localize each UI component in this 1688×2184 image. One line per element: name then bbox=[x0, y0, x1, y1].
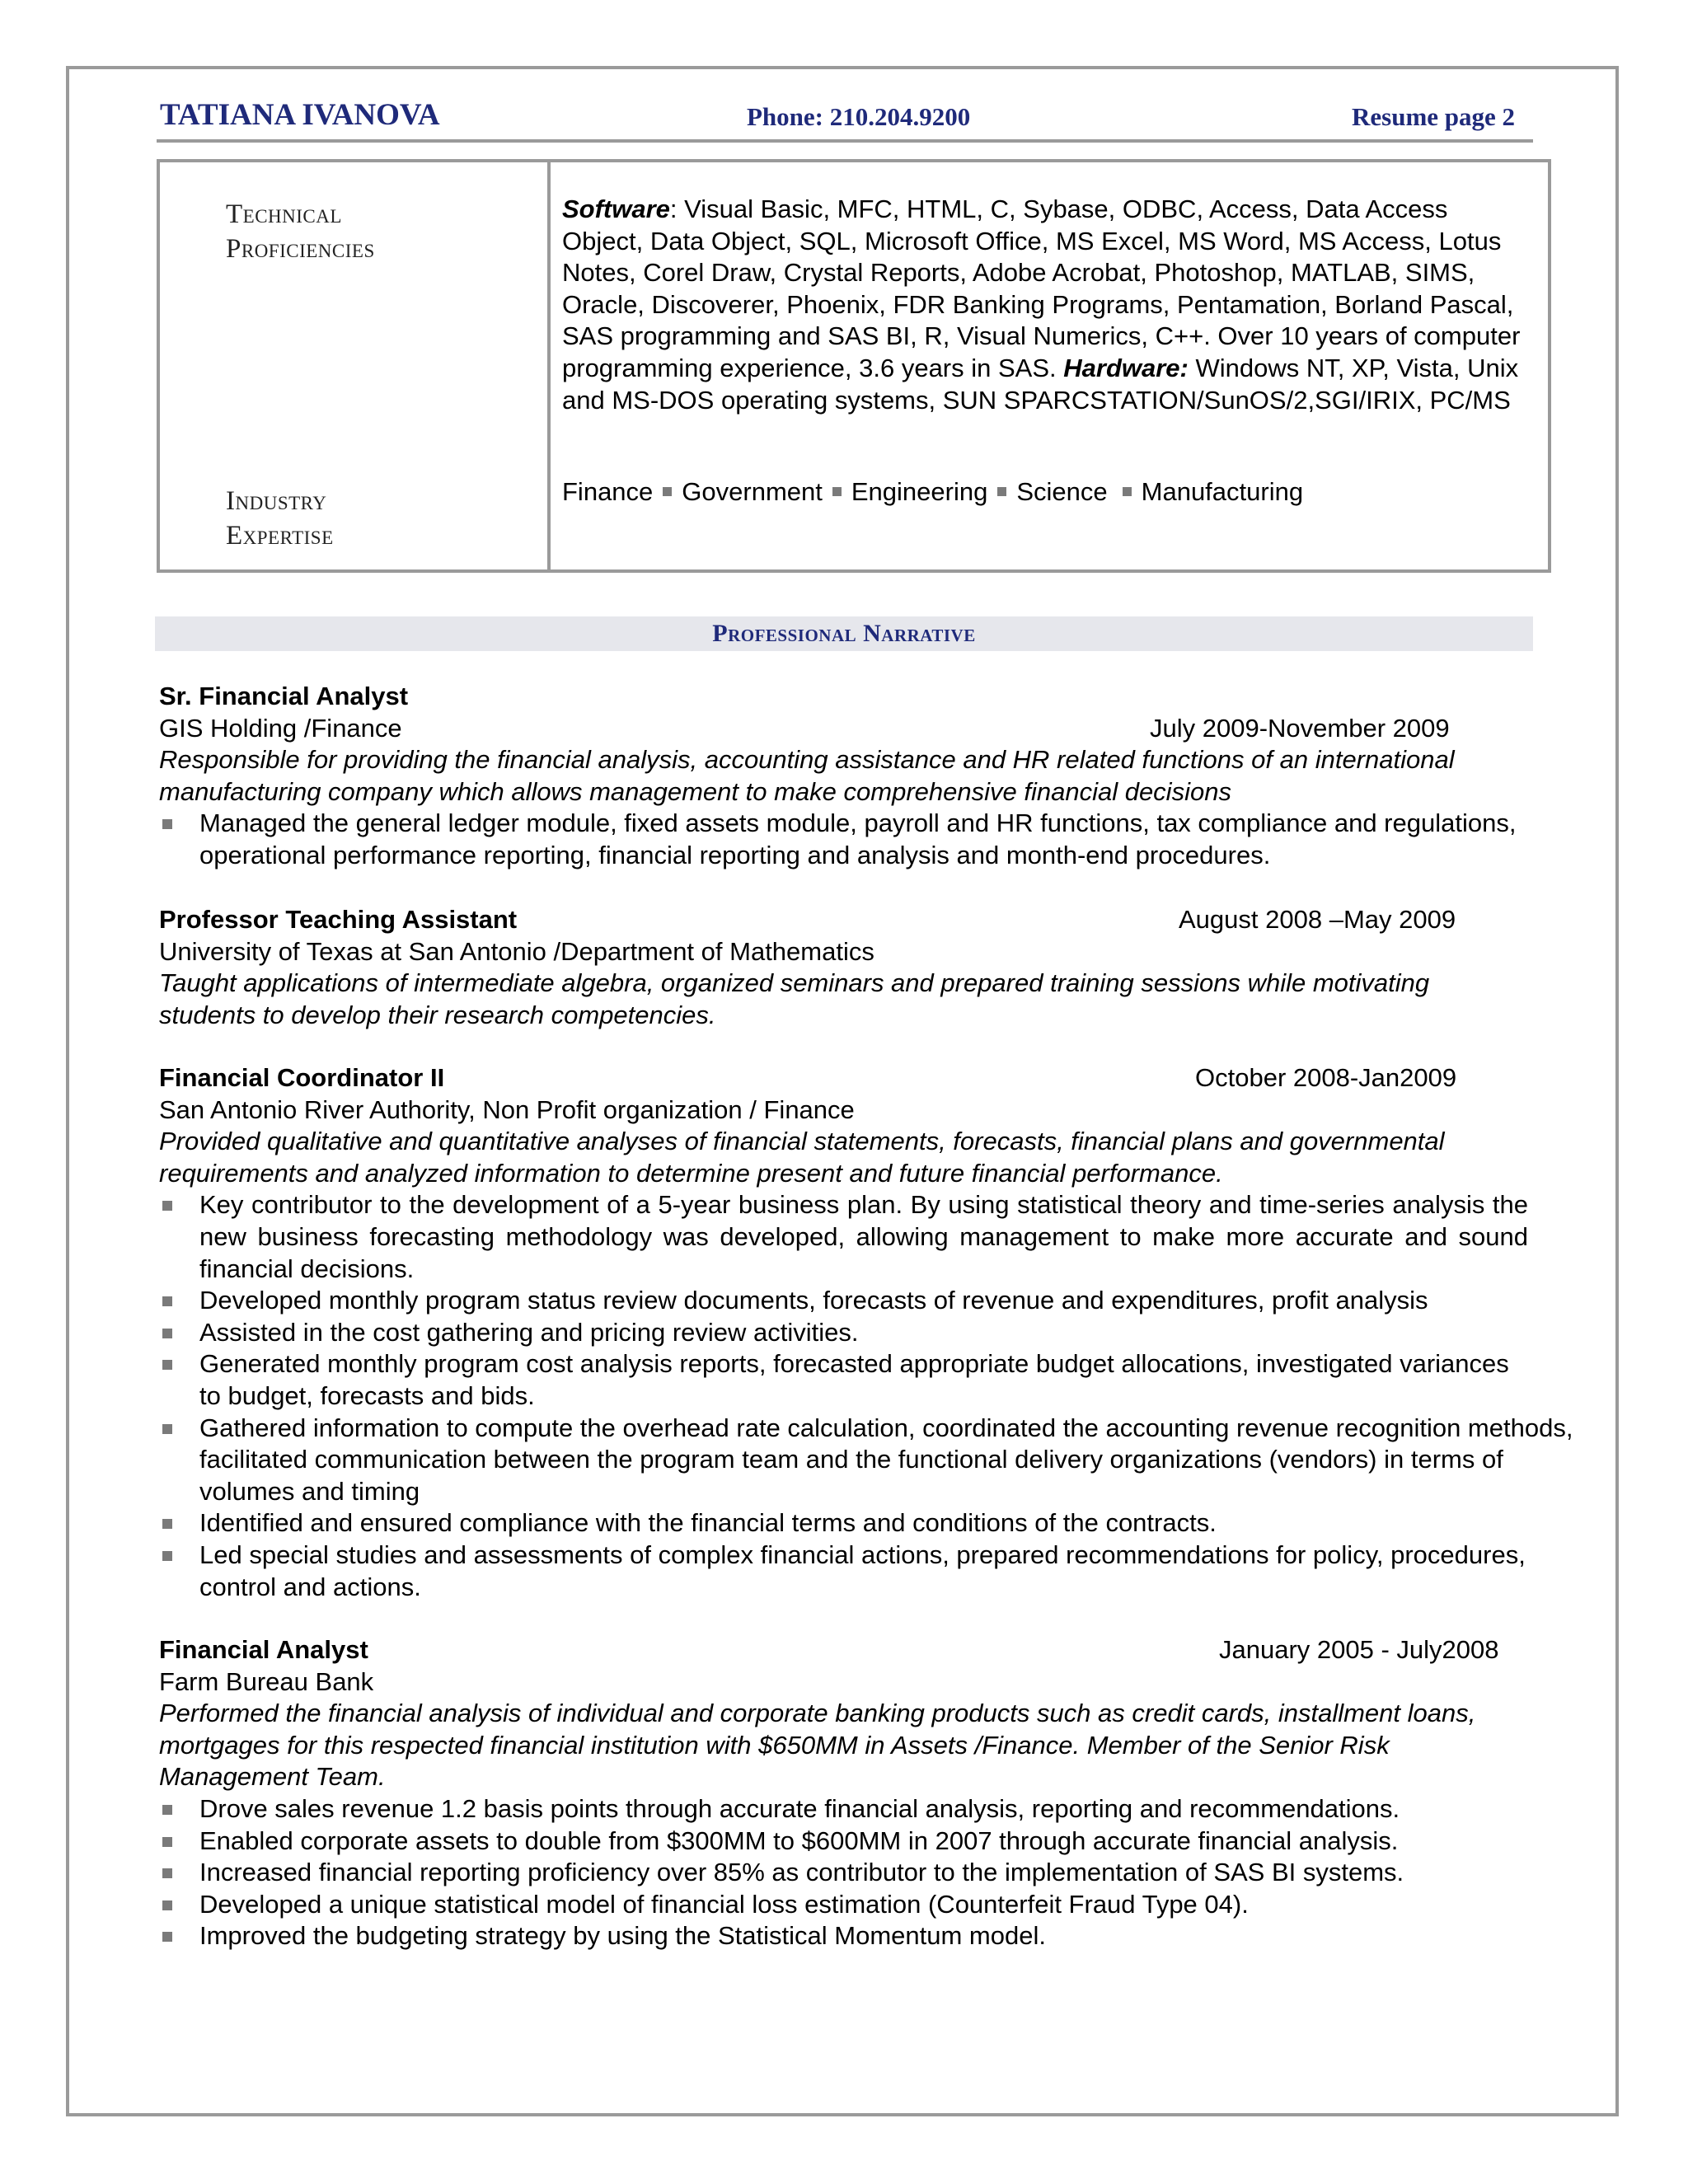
bullet-text: Drove sales revenue 1.2 basis points through accurate financial analysis, reporting and recommendations. bbox=[199, 1793, 1400, 1823]
square-bullet-icon bbox=[997, 487, 1006, 496]
job-dates: August 2008 –May 2009 bbox=[1179, 905, 1456, 934]
phone-number: Phone: 210.204.9200 bbox=[747, 102, 971, 131]
bullet-text: Key contributor to the development of a 5-year business plan. By using statistical theory and time-series analysis the new business forecasting methodology was developed, allowing management to make more accurate and sound financial decisions. bbox=[199, 1190, 1528, 1283]
technical-label-line2: Proficiencies bbox=[226, 234, 375, 264]
job-org: University of Texas at San Antonio /Department of Mathematics bbox=[159, 936, 874, 966]
bullet-text: Gathered information to compute the overhead rate calculation, coordinated the accounting revenue recognition methods, facilitated communication between the program team and the functional delivery organizations (vendors) in terms of volumes and timing bbox=[199, 1413, 1573, 1506]
skills-divider bbox=[547, 162, 551, 569]
hardware-text: Windows NT, XP, Vista, Unix and MS-DOS operating systems, SUN SPARCSTATION/SunOS/2,SGI/IRIX, PC/MS bbox=[562, 353, 1519, 415]
square-bullet-icon bbox=[162, 1296, 172, 1306]
skills-box bbox=[157, 159, 1551, 573]
square-bullet-icon bbox=[162, 819, 172, 829]
candidate-name: TATIANA IVANOVA bbox=[160, 98, 440, 132]
square-bullet-icon bbox=[162, 1868, 172, 1878]
job-description: Responsible for providing the financial analysis, accounting assistance and HR related functions of an international manufacturing company which allows management to make comprehensive financial decisions bbox=[159, 745, 1455, 806]
job-title: Financial Coordinator II bbox=[159, 1063, 445, 1092]
job-bullets bbox=[159, 1793, 1560, 1952]
list-item bbox=[159, 1825, 1560, 1858]
job-entry bbox=[159, 1062, 1573, 1603]
industry-item: Science bbox=[1016, 477, 1108, 506]
bullet-text: Managed the general ledger module, fixed assets module, payroll and HR functions, tax compliance and regulations, operational performance reporting, financial reporting and analysis and month-end procedures. bbox=[199, 808, 1517, 869]
job-org: Farm Bureau Bank bbox=[159, 1666, 374, 1696]
list-item bbox=[159, 1857, 1560, 1889]
list-item bbox=[159, 808, 1519, 871]
list-item bbox=[159, 1285, 1560, 1317]
list-item bbox=[159, 1540, 1528, 1603]
bullet-text: Improved the budgeting strategy by using the Statistical Momentum model. bbox=[199, 1921, 1046, 1951]
software-text: : Visual Basic, MFC, HTML, C, Sybase, ODBC, Access, Data Access Object, Data Object, SQL, Microsoft Office, MS Excel, MS Word, MS Access, Lotus Notes, Corel Draw, Crystal Reports, Adobe Acrobat, Photoshop, MATLAB, SIMS, Oracle, Discoverer, Phoenix, FDR Banking Programs, Pentamation, Borland Pascal, SAS programming and SAS BI, R, Visual Numerics, C++. Over 10 years of computer programming experience, 3.6 years in SAS. bbox=[562, 194, 1521, 382]
industry-list bbox=[562, 477, 1303, 507]
section-heading: Professional Narrative bbox=[712, 620, 976, 647]
job-entry bbox=[159, 681, 1560, 872]
square-bullet-icon bbox=[162, 1329, 172, 1338]
job-title: Sr. Financial Analyst bbox=[159, 682, 409, 710]
square-bullet-icon bbox=[663, 487, 672, 496]
bullet-text: Led special studies and assessments of complex financial actions, prepared recommendations for policy, procedures, control and actions. bbox=[199, 1540, 1526, 1601]
job-dates: October 2008-Jan2009 bbox=[1195, 1063, 1457, 1092]
list-item bbox=[159, 1793, 1560, 1825]
job-title: Financial Analyst bbox=[159, 1635, 368, 1664]
job-dates: July 2009-November 2009 bbox=[1150, 713, 1450, 743]
industry-label bbox=[226, 484, 334, 553]
list-item bbox=[159, 1189, 1528, 1285]
bullet-text: Developed a unique statistical model of financial loss estimation (Counterfeit Fraud Type 04). bbox=[199, 1889, 1249, 1919]
bullet-text: Developed monthly program status review documents, forecasts of revenue and expenditures, profit analysis bbox=[199, 1286, 1428, 1315]
square-bullet-icon bbox=[162, 1551, 172, 1561]
bullet-text: Enabled corporate assets to double from $300MM to $600MM in 2007 through accurate financial analysis. bbox=[199, 1825, 1399, 1855]
list-item bbox=[159, 1507, 1560, 1540]
bullet-text: Generated monthly program cost analysis reports, forecasted appropriate budget allocations, investigated variances to budget, forecasts and bids. bbox=[199, 1349, 1509, 1410]
job-entry bbox=[159, 904, 1560, 1031]
header-rule bbox=[157, 139, 1533, 143]
page-indicator: Resume page 2 bbox=[1352, 102, 1516, 131]
job-org: San Antonio River Authority, Non Profit organization / Finance bbox=[159, 1094, 855, 1124]
section-heading-bar bbox=[155, 616, 1533, 651]
job-bullets bbox=[159, 1189, 1573, 1603]
list-item bbox=[159, 1920, 1560, 1952]
industry-label-line2: Expertise bbox=[226, 521, 334, 551]
square-bullet-icon bbox=[162, 1424, 172, 1434]
industry-item: Manufacturing bbox=[1141, 477, 1304, 506]
industry-item: Engineering bbox=[851, 477, 988, 506]
job-bullets bbox=[159, 808, 1519, 871]
square-bullet-icon bbox=[162, 1932, 172, 1942]
square-bullet-icon bbox=[162, 1201, 172, 1211]
industry-label-line1: Industry bbox=[226, 486, 327, 516]
square-bullet-icon bbox=[832, 487, 842, 496]
list-item bbox=[159, 1348, 1528, 1412]
bullet-text: Identified and ensured compliance with the financial terms and conditions of the contracts. bbox=[199, 1508, 1217, 1538]
square-bullet-icon bbox=[162, 1900, 172, 1910]
job-dates: January 2005 - July2008 bbox=[1219, 1635, 1499, 1664]
industry-item: Government bbox=[682, 477, 823, 506]
job-description: Taught applications of intermediate algebra, organized seminars and prepared training sessions while motivating students to develop their research competencies. bbox=[159, 968, 1430, 1029]
square-bullet-icon bbox=[162, 1837, 172, 1847]
bullet-text: Increased financial reporting proficiency over 85% as contributor to the implementation of SAS BI systems. bbox=[199, 1858, 1404, 1887]
job-description: Performed the financial analysis of individual and corporate banking products such as credit cards, installment loans, mortgages for this respected financial institution with $650MM in Assets /Finance. Member of the Senior Risk Management Team. bbox=[159, 1699, 1476, 1792]
software-label: Software bbox=[562, 194, 670, 223]
hardware-label: Hardware: bbox=[1063, 353, 1189, 382]
job-org: GIS Holding /Finance bbox=[159, 713, 402, 743]
technical-label-line1: Technical bbox=[226, 199, 342, 229]
job-description: Provided qualitative and quantitative analyses of financial statements, forecasts, financial plans and governmental requirements and analyzed information to determine present and future financial performance. bbox=[159, 1127, 1445, 1188]
job-entry bbox=[159, 1634, 1560, 1952]
job-title: Professor Teaching Assistant bbox=[159, 905, 518, 934]
square-bullet-icon bbox=[162, 1805, 172, 1815]
technical-label bbox=[226, 197, 375, 266]
list-item bbox=[159, 1413, 1601, 1508]
technical-content bbox=[562, 194, 1535, 416]
bullet-text: Assisted in the cost gathering and pricing review activities. bbox=[199, 1317, 859, 1347]
list-item bbox=[159, 1889, 1560, 1921]
industry-item: Finance bbox=[562, 477, 654, 506]
square-bullet-icon bbox=[162, 1360, 172, 1370]
square-bullet-icon bbox=[162, 1519, 172, 1529]
list-item bbox=[159, 1317, 1560, 1349]
square-bullet-icon bbox=[1123, 487, 1132, 496]
